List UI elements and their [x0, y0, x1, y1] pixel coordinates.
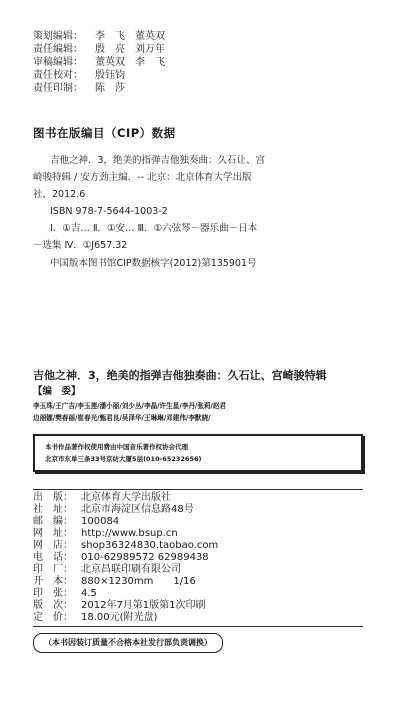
credit-label: 责任校对： — [33, 70, 83, 81]
editors-line: 边丽娜/樊春丽/崔春光/甄君良/吴泽华/王琳琳/邓建伟/李默晓/ — [33, 414, 211, 422]
binding-quality-note: （本书因装订质量不合格本社发行部负责调换） — [33, 633, 223, 653]
credit-value: 陈 莎 — [95, 83, 125, 94]
pub-value: 北京市海淀区信息路48号 — [81, 504, 194, 515]
pub-label: 邮 编： — [33, 516, 73, 527]
pub-value: 2012年7月第1版第1次印刷 — [81, 600, 206, 611]
pub-value: 010-62989572 62989438 — [81, 552, 209, 563]
cip-line: 崎骏特辑 / 安方劲主编．-- 北京：北京体育大学出版 — [33, 172, 252, 183]
cip-line: 社，2012.6 — [33, 189, 86, 200]
cip-line: －选集 Ⅳ．①J657.32 — [33, 240, 128, 251]
pub-value: 100084 — [81, 516, 120, 527]
pub-label: 社 址： — [33, 504, 73, 515]
divider-top — [33, 489, 363, 490]
pub-label: 版 次： — [33, 600, 73, 611]
pub-row — [33, 611, 157, 624]
pub-label: 网 址： — [33, 528, 73, 539]
pub-label: 出 版： — [33, 492, 73, 503]
cip-heading: 图书在版编目（CIP）数据 — [33, 126, 176, 140]
credit-value: 李 飞 董英双 — [95, 31, 165, 42]
divider-bottom — [33, 626, 363, 627]
editors-line: 李玉珠/王广吉/李玉莲/潘小丽/刘少丛/李晶/许生星/李丹/张莉/赵君 — [33, 402, 227, 410]
cip-line: 吉他之神．3，绝美的指弹吉他独奏曲：久石让、宫 — [50, 155, 266, 166]
pub-value: 880×1230mm 1/16 — [81, 576, 196, 587]
credit-label: 责任编辑： — [33, 44, 83, 55]
credit-value: 殷钰钧 — [95, 70, 125, 81]
pub-value: http://www.bsup.cn — [81, 528, 178, 539]
pub-label: 网 店： — [33, 540, 73, 551]
pub-label: 定 价： — [33, 612, 73, 623]
pub-value: 18.00元(附光盘) — [81, 612, 158, 623]
credit-label: 审稿编辑： — [33, 57, 83, 68]
copyright-notice-box — [33, 434, 363, 472]
pub-label: 印 张： — [33, 588, 73, 599]
pub-label: 印 厂： — [33, 564, 73, 575]
pub-value: 北京昌联印刷有限公司 — [81, 564, 181, 575]
pub-value: shop36324830.taobao.com — [81, 540, 219, 551]
credit-row — [33, 30, 165, 43]
credit-label: 责任印制： — [33, 83, 83, 94]
copyright-line: 北京市东单三条33号京纺大厦5层(010-65232656) — [45, 455, 202, 463]
credit-row — [33, 82, 125, 95]
credit-row — [33, 69, 125, 82]
pub-label: 开 本： — [33, 576, 73, 587]
cip-line: 中国版本图书馆CIP数据核字(2012)第135901号 — [50, 258, 257, 269]
credit-label: 策划编辑： — [33, 31, 83, 42]
credit-value: 董英双 李 飞 — [95, 57, 165, 68]
credit-row — [33, 43, 165, 56]
cip-line: Ⅰ．①吉… Ⅱ．①安… Ⅲ．①六弦琴－器乐曲－日本 — [50, 223, 258, 234]
pub-label: 电 话： — [33, 552, 73, 563]
editors-label: 【编 委】 — [33, 386, 81, 397]
copyright-line: 本书作品著作权使用费由中国音乐著作权协会代理 — [45, 443, 188, 451]
pub-value: 北京体育大学出版社 — [81, 492, 171, 503]
pub-value: 4.5 — [81, 588, 97, 599]
book-title: 吉他之神．3，绝美的指弹吉他独奏曲：久石让、宫崎骏特辑 — [33, 369, 327, 382]
credit-value: 殷 亮 刘万年 — [95, 44, 165, 55]
credit-row — [33, 56, 165, 69]
cip-line: ISBN 978-7-5644-1003-2 — [50, 206, 168, 217]
